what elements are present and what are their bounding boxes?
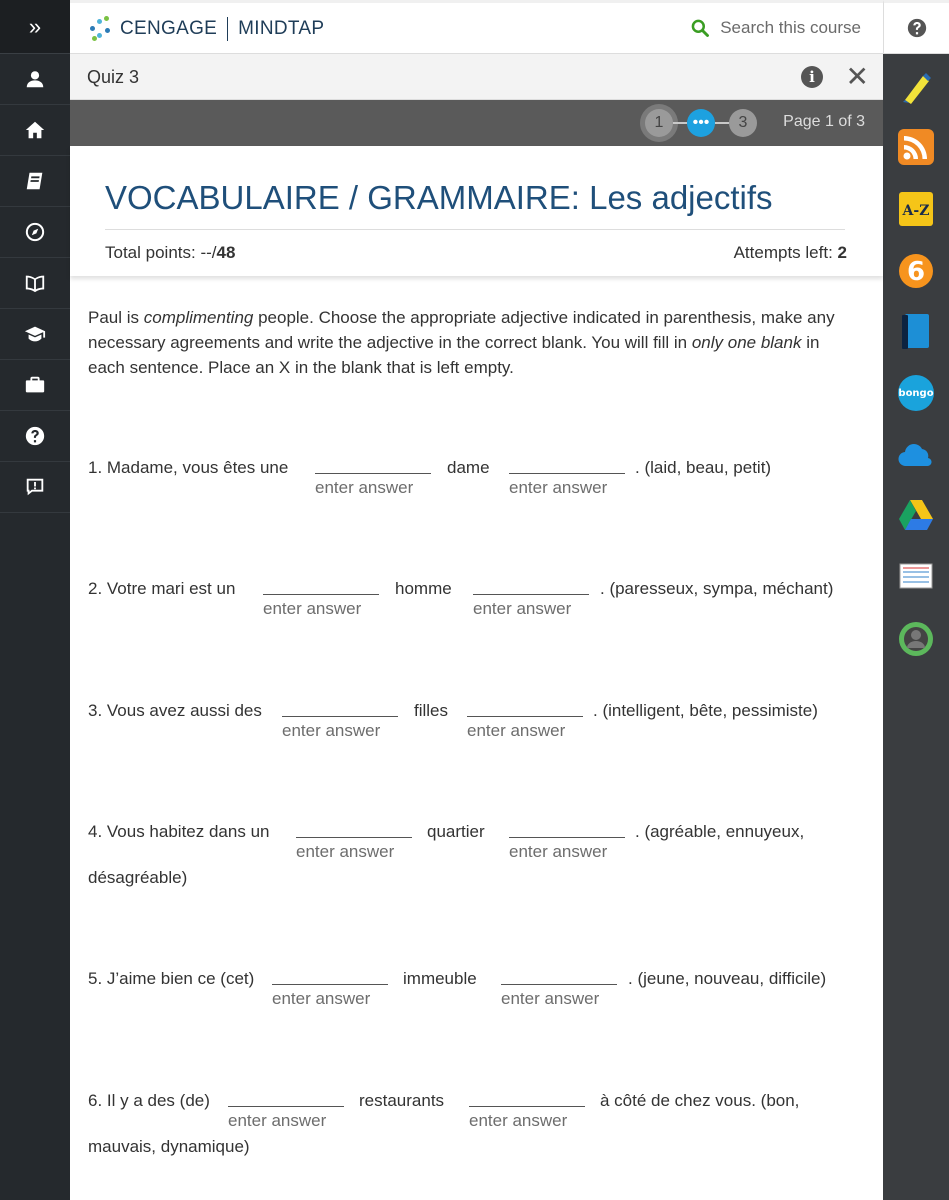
step-1-button[interactable]: 1	[645, 109, 673, 137]
question-prefix: 5. J’aime bien ce (cet)	[88, 969, 255, 988]
cengage-mindtap-logo[interactable]	[88, 16, 324, 42]
profile-icon[interactable]	[0, 54, 70, 105]
answer-input-line[interactable]	[467, 691, 583, 717]
answer-blank[interactable]	[501, 959, 617, 1009]
quiz-content	[70, 276, 883, 1200]
attempts-left	[734, 243, 847, 263]
answer-blank[interactable]	[509, 448, 625, 498]
home-icon[interactable]	[0, 105, 70, 156]
page-title: VOCABULAIRE / GRAMMAIRE: Les adjectifs	[105, 179, 845, 230]
instructions-emphasis: only one blank	[691, 333, 802, 352]
assignment-heading-card	[70, 146, 883, 276]
logo-brand-text: CENGAGE	[120, 18, 218, 39]
instructions-text: Paul is	[88, 308, 144, 327]
question-suffix: . (laid, beau, petit)	[635, 458, 772, 477]
quiz-title: Quiz 3	[87, 67, 140, 87]
left-nav-rail	[0, 0, 70, 1200]
svg-text:A-Z: A-Z	[902, 203, 930, 219]
answer-blank[interactable]	[467, 691, 583, 741]
answer-input-line[interactable]	[296, 812, 412, 838]
progress-app-icon[interactable]	[897, 252, 935, 290]
question-prefix: 3. Vous avez aussi des	[88, 701, 262, 720]
question-prefix: 4. Vous habitez dans un	[88, 822, 270, 841]
step-indicator	[645, 108, 757, 138]
expand-nav-icon[interactable]: »	[0, 0, 70, 54]
question-suffix: . (paresseux, sympa, méchant)	[600, 579, 834, 598]
rss-feed-app-icon[interactable]	[897, 128, 935, 166]
flashcards-app-icon[interactable]	[897, 558, 935, 596]
graduation-cap-icon[interactable]	[0, 309, 70, 360]
svg-text:6: 6	[906, 257, 926, 287]
answer-input-line[interactable]	[501, 959, 617, 985]
onedrive-cloud-app-icon[interactable]	[897, 436, 935, 474]
quiz-progress-bar	[70, 100, 883, 146]
answer-hint: enter answer	[469, 1111, 568, 1130]
answer-hint: enter answer	[296, 842, 395, 861]
instructions-text: people. Choose the appropriate adjective indicated in parenthesis, make any necessary agreements and write the adjective in the correct blank. You will fill in	[88, 308, 835, 352]
user-avatar-app-icon[interactable]	[897, 620, 935, 658]
answer-hint: enter answer	[263, 599, 362, 618]
answer-input-line[interactable]	[469, 1081, 585, 1107]
question-middle: quartier	[427, 822, 485, 841]
answer-hint: enter answer	[509, 478, 608, 497]
question-suffix: . (agréable, ennuyeux,	[635, 822, 805, 841]
answer-blank[interactable]	[315, 448, 431, 498]
svg-text:bongo: bongo	[898, 388, 934, 399]
answer-input-line[interactable]	[315, 448, 431, 474]
cengage-logo-mark-icon	[88, 16, 114, 42]
answer-blank[interactable]	[473, 569, 589, 619]
answer-blank[interactable]	[469, 1081, 585, 1131]
points-label: Total points: --/	[105, 243, 217, 262]
search-icon	[690, 18, 710, 38]
answer-hint: enter answer	[228, 1111, 327, 1130]
answer-blank[interactable]	[228, 1081, 344, 1131]
answer-input-line[interactable]	[509, 448, 625, 474]
search-course[interactable]	[690, 18, 861, 38]
answer-input-line[interactable]	[228, 1081, 344, 1107]
question-prefix: 1. Madame, vous êtes une	[88, 458, 289, 477]
answer-input-line[interactable]	[473, 569, 589, 595]
page-indicator: Page 1 of 3	[783, 113, 865, 130]
step-connector	[715, 122, 729, 124]
answer-hint: enter answer	[509, 842, 608, 861]
instructions-text: in each sentence. Place an X in the blank that is left empty.	[88, 333, 820, 377]
step-more-icon[interactable]: •••	[687, 109, 715, 137]
question-prefix: 6. Il y a des (de)	[88, 1091, 210, 1110]
answer-hint: enter answer	[272, 989, 371, 1008]
question-middle: immeuble	[403, 969, 477, 988]
briefcase-icon[interactable]	[0, 360, 70, 411]
question-suffix: . (intelligent, bête, pessimiste)	[593, 701, 818, 720]
answer-blank[interactable]	[272, 959, 388, 1009]
bongo-app-icon[interactable]	[897, 374, 935, 412]
answer-blank[interactable]	[296, 812, 412, 862]
close-icon[interactable]: ✕	[845, 61, 869, 92]
search-placeholder: Search this course	[720, 18, 861, 37]
question-prefix: 2. Votre mari est un	[88, 579, 236, 598]
answer-blank[interactable]	[263, 569, 379, 619]
question-middle: restaurants	[359, 1091, 445, 1110]
step-3-button[interactable]: 3	[729, 109, 757, 137]
answer-input-line[interactable]	[263, 569, 379, 595]
attempts-label: Attempts left:	[733, 243, 838, 262]
compass-icon[interactable]	[0, 207, 70, 258]
logo-product-text: MINDTAP	[238, 18, 325, 39]
right-apps-rail	[883, 0, 949, 1200]
ebook-app-icon[interactable]	[897, 312, 935, 350]
answer-hint: enter answer	[282, 721, 381, 740]
help-circle-icon	[906, 17, 928, 39]
quiz-title-bar	[70, 54, 883, 100]
attempts-value: 2	[837, 243, 847, 262]
answer-blank[interactable]	[282, 691, 398, 741]
question-suffix: . (jeune, nouveau, difficile)	[628, 969, 827, 988]
instructions	[88, 305, 860, 380]
answer-input-line[interactable]	[272, 959, 388, 985]
step-connector	[673, 122, 687, 124]
notebook-icon[interactable]	[0, 156, 70, 207]
answer-blank[interactable]	[509, 812, 625, 862]
help-icon[interactable]	[0, 411, 70, 462]
question-suffix-continued: désagréable)	[88, 868, 188, 887]
question-middle: filles	[414, 701, 449, 720]
question-suffix-continued: mauvais, dynamique)	[88, 1137, 250, 1156]
question-suffix: à côté de chez vous. (bon,	[600, 1091, 800, 1110]
answer-hint: enter answer	[473, 599, 572, 618]
google-drive-app-icon[interactable]	[897, 496, 935, 534]
feedback-icon[interactable]	[0, 462, 70, 513]
logo-divider	[227, 17, 228, 41]
top-header	[70, 0, 883, 54]
answer-input-line[interactable]	[509, 812, 625, 838]
instructions-emphasis: complimenting	[143, 308, 254, 327]
question-middle: homme	[395, 579, 452, 598]
dictionary-az-app-icon[interactable]	[897, 190, 935, 228]
answer-hint: enter answer	[501, 989, 600, 1008]
highlighter-app-icon[interactable]	[897, 68, 935, 106]
points-total: 48	[216, 243, 236, 262]
info-icon[interactable]: i	[801, 66, 823, 88]
answer-hint: enter answer	[467, 721, 566, 740]
total-points	[105, 243, 235, 263]
answer-input-line[interactable]	[282, 691, 398, 717]
answer-hint: enter answer	[315, 478, 414, 497]
open-book-icon[interactable]	[0, 258, 70, 309]
global-help-button[interactable]	[883, 0, 949, 54]
question-middle: dame	[447, 458, 490, 477]
